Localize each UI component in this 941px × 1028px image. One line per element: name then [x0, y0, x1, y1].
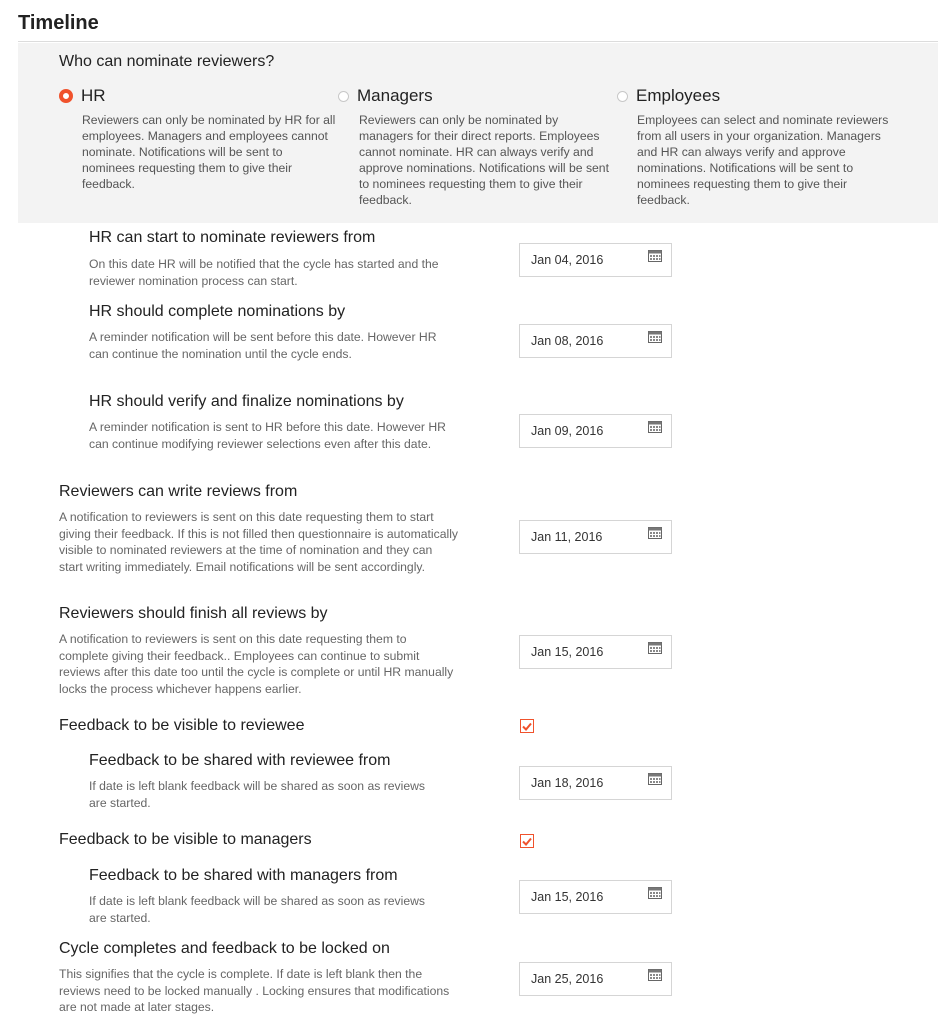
review-start-date-input[interactable] [519, 520, 672, 554]
lock-date-value: Jan 25, 2016 [531, 972, 604, 986]
share-reviewee-date-input[interactable] [519, 766, 672, 800]
radio-option-managers[interactable] [338, 86, 433, 106]
share-managers-title: Feedback to be shared with managers from [89, 867, 398, 884]
lock-title: Cycle completes and feedback to be locked on [59, 940, 390, 957]
review-start-title: Reviewers can write reviews from [59, 483, 298, 500]
nominate-question: Who can nominate reviewers? [59, 53, 275, 70]
radio-hr[interactable] [59, 89, 73, 103]
radio-option-employees[interactable] [617, 86, 720, 106]
calendar-icon[interactable] [648, 772, 662, 785]
visible-reviewee-title: Feedback to be visible to reviewee [59, 717, 305, 734]
review-finish-title: Reviewers should finish all reviews by [59, 605, 328, 622]
radio-managers[interactable] [338, 91, 349, 102]
hr-complete-title: HR should complete nominations by [89, 303, 346, 320]
calendar-icon[interactable] [648, 968, 662, 981]
visible-managers-checkbox[interactable] [520, 834, 534, 848]
checkmark-icon [522, 837, 532, 846]
hr-verify-date-input[interactable] [519, 414, 672, 448]
radio-option-hr[interactable] [59, 86, 106, 106]
calendar-icon[interactable] [648, 249, 662, 262]
radio-label-managers: Managers [357, 86, 433, 105]
hr-verify-desc: A reminder notification is sent to HR before this date. However HR can continue modifying reviewer selections even after this date. [89, 420, 446, 451]
hr-verify-date-value: Jan 09, 2016 [531, 424, 604, 438]
review-finish-desc: A notification to reviewers is sent on this date requesting them to complete giving their feedback.. Employees can continue to submit reviews after this date too until the cycle is complete or until HR manually locks the process whichever happens earlier. [59, 632, 454, 696]
hr-start-date-input[interactable] [519, 243, 672, 277]
hr-verify-title: HR should verify and finalize nominations by [89, 393, 404, 410]
radio-desc-employees: Employees can select and nominate reviewers from all users in your organization. Managers and HR can always verify and approve nominations. Notifications will be sent to nominees requesting them to give their feedback. [637, 113, 889, 207]
hr-start-date-value: Jan 04, 2016 [531, 253, 604, 267]
review-start-date-value: Jan 11, 2016 [531, 530, 603, 544]
review-start-desc: A notification to reviewers is sent on this date requesting them to start giving their feedback. If this is not filled then questionnaire is automatically visible to nominated reviewers at the time of nomination and they can start writing immediately. Email notifications will be sent accordingly. [59, 510, 459, 574]
page-title: Timeline [18, 12, 99, 34]
visible-reviewee-checkbox[interactable] [520, 719, 534, 733]
hr-start-desc: On this date HR will be notified that the cycle has started and the reviewer nomination process can start. [89, 257, 439, 288]
share-reviewee-date-value: Jan 18, 2016 [531, 776, 604, 790]
radio-desc-hr: Reviewers can only be nominated by HR for all employees. Managers and employees cannot nominate. Notifications will be sent to nominees requesting them to give their feedback. [82, 113, 336, 191]
calendar-icon[interactable] [648, 641, 662, 654]
radio-label-employees: Employees [636, 86, 721, 105]
hr-start-title: HR can start to nominate reviewers from [89, 229, 376, 246]
calendar-icon[interactable] [648, 330, 662, 343]
hr-complete-date-input[interactable] [519, 324, 672, 358]
share-managers-date-value: Jan 15, 2016 [531, 890, 604, 904]
share-managers-desc: If date is left blank feedback will be shared as soon as reviews are started. [89, 894, 426, 925]
calendar-icon[interactable] [648, 886, 662, 899]
lock-date-input[interactable] [519, 962, 672, 996]
checkmark-icon [522, 722, 532, 731]
hr-complete-desc: A reminder notification will be sent before this date. However HR can continue the nomination until the cycle ends. [89, 330, 437, 361]
share-reviewee-title: Feedback to be shared with reviewee from [89, 752, 391, 769]
review-finish-date-value: Jan 15, 2016 [531, 645, 604, 659]
calendar-icon[interactable] [648, 420, 662, 433]
visible-managers-title: Feedback to be visible to managers [59, 831, 312, 848]
calendar-icon[interactable] [648, 526, 662, 539]
title-divider [18, 41, 938, 42]
share-reviewee-desc: If date is left blank feedback will be shared as soon as reviews are started. [89, 779, 426, 810]
radio-desc-managers: Reviewers can only be nominated by managers for their direct reports. Employees cannot nominate. HR can always verify and approve nominations. Notifications will be sent to nominees requesting them to give their feedback. [359, 113, 609, 207]
share-managers-date-input[interactable] [519, 880, 672, 914]
radio-employees[interactable] [617, 91, 628, 102]
radio-label-hr: HR [81, 86, 106, 105]
lock-desc: This signifies that the cycle is complete. If date is left blank then the reviews need to be locked manually . Locking ensures that modifications are not made at later stages. [59, 967, 450, 1014]
review-finish-date-input[interactable] [519, 635, 672, 669]
hr-complete-date-value: Jan 08, 2016 [531, 334, 604, 348]
